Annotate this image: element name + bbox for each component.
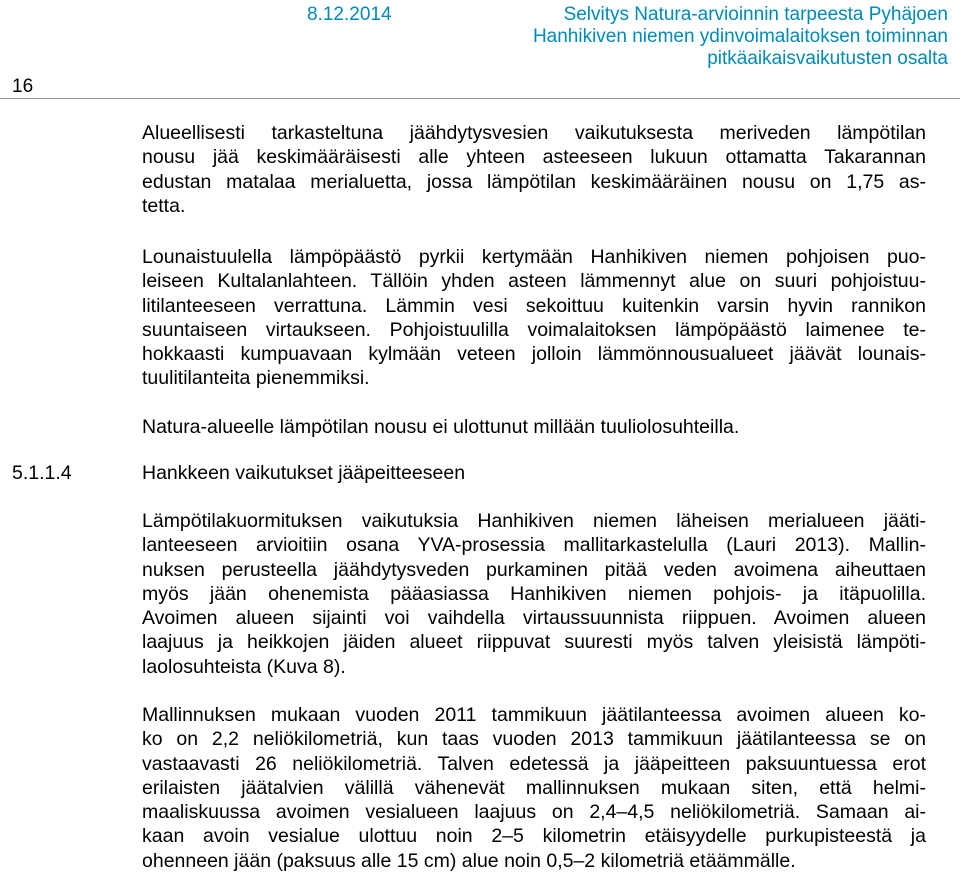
text-line: suuntaiseen virtaukseen. Pohjoistuulilla voimalaitoksen lämpöpäästö laimenee te- bbox=[142, 318, 926, 341]
section-number: 5.1.1.4 bbox=[12, 462, 72, 484]
text-line: litilanteeseen verrattuna. Lämmin vesi sekoittuu kuitenkin varsin hyvin rannikon bbox=[142, 294, 926, 317]
text-line: myös jään ohenemista pääasiassa Hanhikiven niemen pohjois- ja itäpuolilla. bbox=[142, 582, 926, 605]
text-line: ohenneen jään (paksuus alle 15 cm) alue noin 0,5–2 kilometriä etäämmälle. bbox=[142, 849, 796, 872]
text-line: tuulitilanteita pienemmiksi. bbox=[142, 367, 370, 390]
text-line: Mallinnuksen mukaan vuoden 2011 tammikuun jäätilanteessa avoimen alueen ko- bbox=[142, 704, 926, 726]
text-line: laajuus ja heikkojen jäiden alueet riippuvat suuresti myös talven yleisistä lämpöti- bbox=[142, 631, 926, 654]
text-line: ko on 2,2 neliökilometriä, kun taas vuoden 2013 tammikuun jäätilanteessa se on bbox=[142, 728, 926, 751]
text-line: leiseen Kultalanlahteen. Tällöin yhden asteen lämmennyt alue on suuri pohjoistuu- bbox=[142, 270, 926, 293]
paragraph-southwest-wind bbox=[142, 245, 926, 391]
page-number: 16 bbox=[12, 76, 34, 97]
header-divider bbox=[0, 98, 960, 99]
text-line: hokkaasti kumpuavaan kylmään veteen jolloin lämmönnousualueet jäävät lounais- bbox=[142, 343, 926, 366]
header-title-line: pitkäaikaisvaikutusten osalta bbox=[707, 48, 948, 69]
text-line: edustan matalaa merialuetta, jossa lämpötilan keskimääräinen nousu on 1,75 as- bbox=[142, 170, 926, 193]
text-line: Lämpötilakuormituksen vaikutuksia Hanhikiven niemen läheisen merialueen jääti- bbox=[142, 510, 926, 532]
paragraph-natura-area bbox=[142, 415, 926, 439]
text-line: Alueellisesti tarkasteltuna jäähdytysvesien vaikutuksesta meriveden lämpötilan bbox=[142, 122, 926, 144]
text-line: kaan avoin vesialue ulottuu noin 2–5 kilometrin etäisyydelle purkupisteestä ja bbox=[142, 825, 926, 848]
text-line: maaliskuussa avoimen vesialueen laajuus on 2,4–4,5 neliökilometriä. Samaan ai- bbox=[142, 801, 926, 824]
text-line: vastaavasti 26 neliökilometriä. Talven edetessä ja jääpeitteen paksuuntuessa erot bbox=[142, 752, 926, 775]
text-line: tetta. bbox=[142, 194, 186, 217]
text-line: Lounaistuulella lämpöpäästö pyrkii kertymään Hanhikiven niemen pohjoisen puo- bbox=[142, 246, 926, 268]
paragraph-ice-results bbox=[142, 703, 926, 873]
text-line: laolosuhteista (Kuva 8). bbox=[142, 655, 346, 678]
text-line: nousu jää keskimääräisesti alle yhteen asteeseen lukuun ottamatta Takarannan bbox=[142, 146, 926, 169]
text-line: lanteeseen arvioitiin osana YVA-prosessia mallitarkastelulla (Lauri 2013). Mallin- bbox=[142, 534, 926, 557]
header-date: 8.12.2014 bbox=[307, 4, 392, 25]
section-heading: Hankkeen vaikutukset jääpeitteeseen bbox=[142, 462, 466, 484]
text-line: nuksen perusteella jäähdytysveden purkaminen pitää veden avoimena aiheuttaen bbox=[142, 558, 926, 581]
header-title-line: Hanhikiven niemen ydinvoimalaitoksen toiminnan bbox=[532, 26, 948, 47]
header-title bbox=[428, 4, 948, 70]
header-title-line: Selvitys Natura-arvioinnin tarpeesta Pyhäjoen bbox=[563, 4, 948, 25]
text-line: erilaisten jäätalvien välillä vähenevät mallinnuksen mukaan siten, että helmi- bbox=[142, 776, 926, 799]
paragraph-ice-modelling bbox=[142, 509, 926, 679]
text-line: Natura-alueelle lämpötilan nousu ei ulottunut millään tuuliolosuhteilla. bbox=[142, 416, 740, 438]
text-line: Avoimen alueen sijainti voi vaihdella virtaussuunnista riippuen. Avoimen alueen bbox=[142, 607, 926, 630]
paragraph-cooling-water bbox=[142, 121, 926, 218]
